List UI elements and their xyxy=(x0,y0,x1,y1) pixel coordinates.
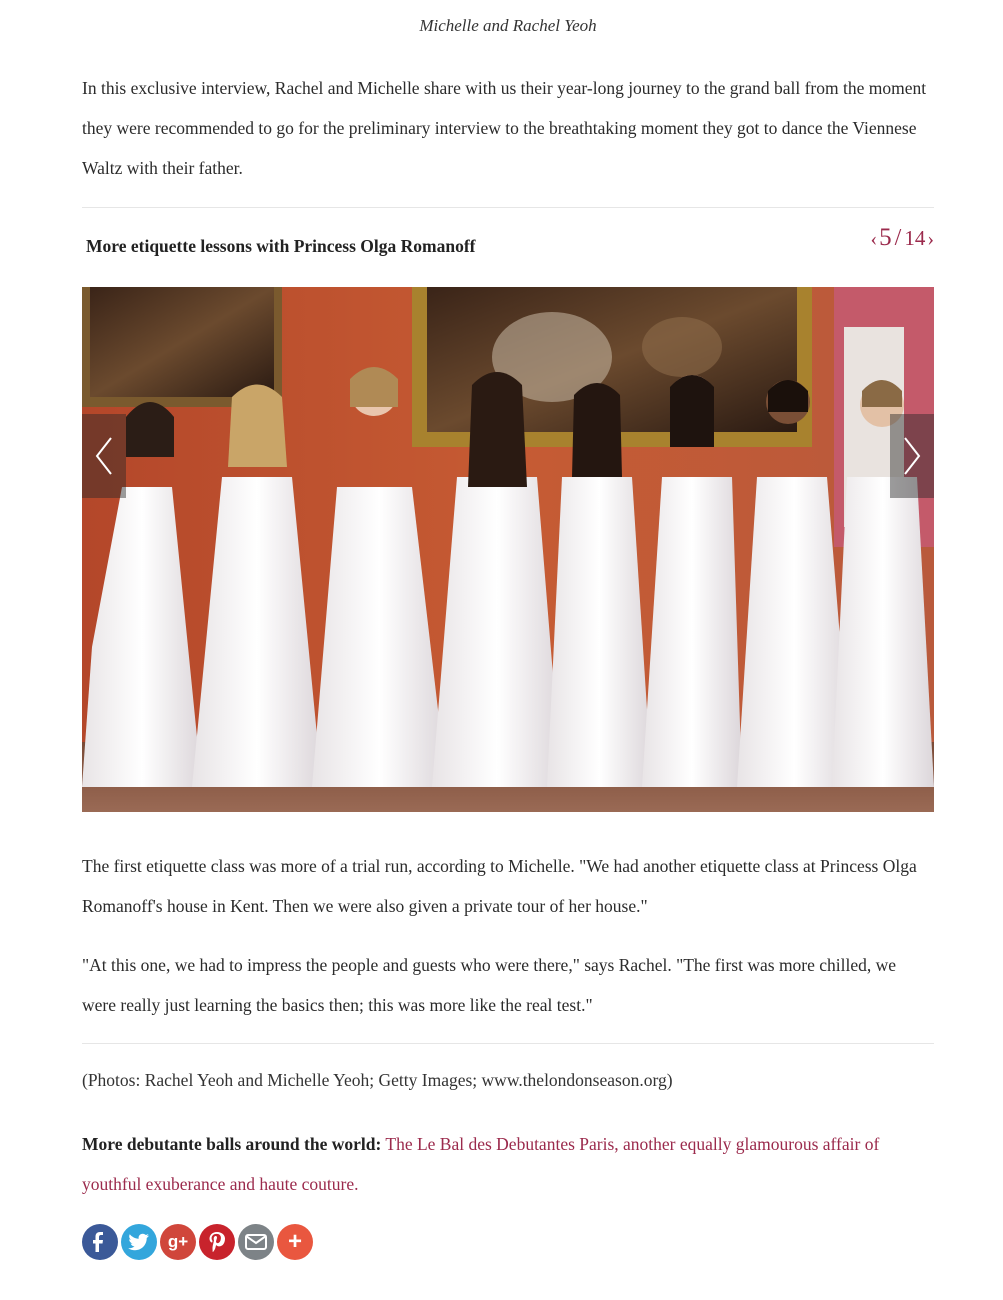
googleplus-icon: g+ xyxy=(167,1232,189,1251)
share-bar xyxy=(82,1224,313,1260)
chevron-left-icon xyxy=(93,434,115,478)
pinterest-share-button[interactable] xyxy=(199,1224,235,1260)
slide-prev-button[interactable] xyxy=(82,414,126,498)
facebook-icon xyxy=(91,1231,109,1253)
slideshow-image xyxy=(82,287,934,812)
twitter-icon xyxy=(128,1233,150,1251)
twitter-share-button[interactable] xyxy=(121,1224,157,1260)
more-lead: More debutante balls around the world: xyxy=(82,1134,382,1154)
chevron-right-icon xyxy=(901,434,923,478)
pager-current: 5 xyxy=(879,224,892,251)
pager-prev-button[interactable]: ‹ xyxy=(870,228,878,250)
more-link[interactable]: The Le Bal des Debutantes Paris, another equally glamourous affair of youthful exuberance and haute couture. xyxy=(82,1134,880,1194)
pager-next-button[interactable]: › xyxy=(927,228,934,250)
googleplus-share-button[interactable] xyxy=(160,1224,196,1260)
divider-bottom xyxy=(82,1043,934,1044)
slideshow-pager xyxy=(870,224,934,252)
intro-paragraph: In this exclusive interview, Rachel and Michelle share with us their year-long journey to the grand ball from the moment they were recommended to go for the preliminary interview to the breathtaking moment they got to dance the Viennese Waltz with their father. xyxy=(82,78,927,178)
body-paragraph-2: "At this one, we had to impress the people and guests who were there," says Rachel. "The first was more chilled, we were really just learning the basics then; this was more like the real test." xyxy=(82,955,897,1015)
slideshow-title: More etiquette lessons with Princess Olga Romanoff xyxy=(86,236,476,256)
slide-next-button[interactable] xyxy=(890,414,934,498)
more-share-button[interactable] xyxy=(277,1224,313,1260)
pager-separator: / xyxy=(894,225,902,251)
pinterest-icon xyxy=(208,1231,226,1253)
email-share-button[interactable] xyxy=(238,1224,274,1260)
facebook-share-button[interactable] xyxy=(82,1224,118,1260)
plus-icon: + xyxy=(287,1228,302,1255)
photo-credits: (Photos: Rachel Yeoh and Michelle Yeoh; Getty Images; www.thelondonseason.org) xyxy=(82,1070,673,1090)
divider-top xyxy=(82,207,934,208)
pager-total: 14 xyxy=(904,226,926,250)
body-paragraph-1: The first etiquette class was more of a trial run, according to Michelle. "We had another etiquette class at Princess Olga Romanoff's house in Kent. Then we were also given a private tour of her house." xyxy=(82,856,917,916)
more-debutante-balls xyxy=(82,1124,934,1204)
debutantes-photo xyxy=(82,287,934,812)
photo-caption: Michelle and Rachel Yeoh xyxy=(419,16,597,35)
envelope-icon xyxy=(245,1234,267,1250)
